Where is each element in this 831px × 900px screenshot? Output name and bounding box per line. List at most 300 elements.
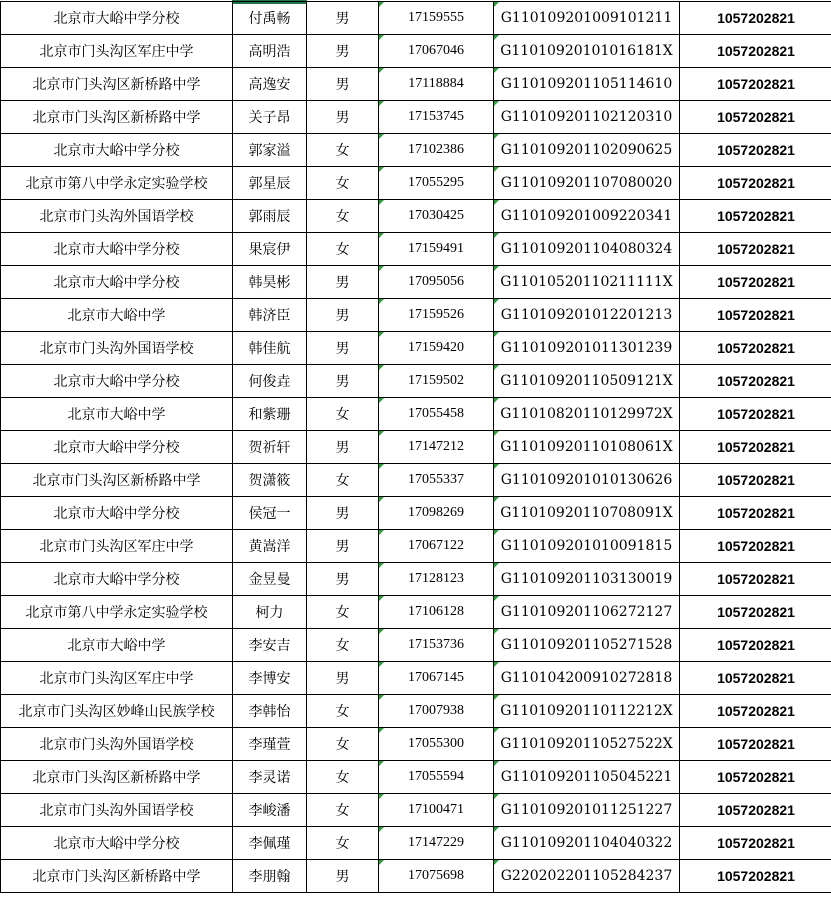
code-cell[interactable]	[680, 794, 831, 827]
id-code-cell[interactable]	[494, 233, 680, 266]
gender-cell[interactable]	[307, 101, 379, 134]
student-number-cell[interactable]	[379, 35, 494, 68]
code-cell-text: 1057202821	[717, 670, 795, 686]
gender-cell[interactable]	[307, 695, 379, 728]
code-cell[interactable]	[680, 629, 831, 662]
number-as-text-indicator-icon	[494, 398, 499, 403]
code-cell-text: 1057202821	[717, 175, 795, 191]
code-cell[interactable]	[680, 365, 831, 398]
id-code-cell[interactable]	[494, 794, 680, 827]
student-name-cell-text: 李安吉	[248, 638, 291, 654]
student-number-cell[interactable]	[379, 134, 494, 167]
gender-cell[interactable]	[307, 2, 379, 35]
id-code-cell[interactable]	[494, 2, 680, 35]
student-table	[0, 1, 831, 893]
id-code-cell-text: G110109201011251227	[500, 802, 673, 818]
number-as-text-indicator-icon	[379, 2, 384, 7]
id-code-cell-text: G110109201009101211	[500, 10, 673, 26]
number-as-text-indicator-icon	[494, 167, 499, 172]
gender-cell-text: 男	[335, 374, 350, 390]
school-cell[interactable]	[1, 266, 233, 299]
gender-cell-text: 女	[335, 209, 350, 225]
code-cell[interactable]	[680, 167, 831, 200]
school-cell[interactable]	[1, 68, 233, 101]
gender-cell[interactable]	[307, 233, 379, 266]
student-name-cell[interactable]	[233, 596, 307, 629]
student-name-cell[interactable]	[233, 761, 307, 794]
gender-cell[interactable]	[307, 332, 379, 365]
number-as-text-indicator-icon	[379, 200, 384, 205]
table-row	[1, 860, 831, 893]
id-code-cell[interactable]	[494, 365, 680, 398]
school-cell[interactable]	[1, 200, 233, 233]
school-cell[interactable]	[1, 794, 233, 827]
student-name-cell-text: 郭家溢	[248, 143, 291, 159]
student-number-cell[interactable]	[379, 299, 494, 332]
student-name-cell[interactable]	[233, 2, 307, 35]
number-as-text-indicator-icon	[494, 530, 499, 535]
student-name-cell[interactable]	[233, 398, 307, 431]
code-cell[interactable]	[680, 695, 831, 728]
table-row	[1, 695, 831, 728]
number-as-text-indicator-icon	[494, 662, 499, 667]
student-name-cell[interactable]	[233, 68, 307, 101]
school-cell[interactable]	[1, 101, 233, 134]
code-cell[interactable]	[680, 761, 831, 794]
number-as-text-indicator-icon	[379, 35, 384, 40]
id-code-cell-text: G110109201105271528	[500, 637, 673, 653]
gender-cell-text: 男	[335, 11, 350, 27]
student-number-cell[interactable]	[379, 629, 494, 662]
school-cell-text: 北京市门头沟区新桥路中学	[32, 473, 201, 489]
id-code-cell-text: G220202201105284237	[500, 868, 673, 884]
student-name-cell-text: 金昱曼	[248, 572, 291, 588]
id-code-cell[interactable]	[494, 200, 680, 233]
code-cell-text: 1057202821	[717, 241, 795, 257]
school-cell[interactable]	[1, 299, 233, 332]
gender-cell-text: 男	[335, 341, 350, 357]
student-name-cell[interactable]	[233, 827, 307, 860]
code-cell[interactable]	[680, 860, 831, 893]
number-as-text-indicator-icon	[379, 134, 384, 139]
school-cell[interactable]	[1, 365, 233, 398]
code-cell-text: 1057202821	[717, 439, 795, 455]
gender-cell[interactable]	[307, 563, 379, 596]
school-cell-text: 北京市门头沟区妙峰山民族学校	[18, 704, 215, 720]
student-name-cell-text: 贺祈轩	[248, 440, 291, 456]
student-number-cell-text: 17106128	[408, 604, 464, 619]
student-number-cell-text: 17147212	[408, 439, 464, 454]
number-as-text-indicator-icon	[494, 266, 499, 271]
gender-cell[interactable]	[307, 761, 379, 794]
student-name-cell-text: 高逸安	[248, 77, 291, 93]
school-cell[interactable]	[1, 596, 233, 629]
id-code-cell[interactable]	[494, 662, 680, 695]
id-code-cell-text: G11010920110527522X	[500, 736, 673, 752]
school-cell-text: 北京市第八中学永定实验学校	[25, 176, 208, 192]
number-as-text-indicator-icon	[494, 134, 499, 139]
student-name-cell-text: 李灵诺	[248, 770, 291, 786]
student-number-cell-text: 17055594	[408, 769, 464, 784]
school-cell-text: 北京市门头沟外国语学校	[39, 209, 194, 225]
id-code-cell[interactable]	[494, 266, 680, 299]
id-code-cell[interactable]	[494, 299, 680, 332]
school-cell-text: 北京市大峪中学分校	[53, 506, 180, 522]
student-number-cell[interactable]	[379, 596, 494, 629]
gender-cell[interactable]	[307, 827, 379, 860]
code-cell-text: 1057202821	[717, 835, 795, 851]
table-row	[1, 2, 831, 35]
student-number-cell[interactable]	[379, 68, 494, 101]
student-name-cell-text: 李博安	[248, 671, 291, 687]
student-number-cell[interactable]	[379, 2, 494, 35]
gender-cell[interactable]	[307, 497, 379, 530]
code-cell[interactable]	[680, 299, 831, 332]
code-cell[interactable]	[680, 134, 831, 167]
gender-cell-text: 男	[335, 275, 350, 291]
student-number-cell[interactable]	[379, 563, 494, 596]
number-as-text-indicator-icon	[494, 860, 499, 865]
id-code-cell[interactable]	[494, 332, 680, 365]
id-code-cell[interactable]	[494, 101, 680, 134]
gender-cell[interactable]	[307, 200, 379, 233]
number-as-text-indicator-icon	[379, 761, 384, 766]
school-cell[interactable]	[1, 761, 233, 794]
number-as-text-indicator-icon	[494, 629, 499, 634]
code-cell[interactable]	[680, 266, 831, 299]
number-as-text-indicator-icon	[379, 431, 384, 436]
gender-cell[interactable]	[307, 134, 379, 167]
table-row	[1, 563, 831, 596]
student-number-cell-text: 17067145	[408, 670, 464, 685]
school-cell-text: 北京市大峪中学分校	[53, 242, 180, 258]
code-cell[interactable]	[680, 596, 831, 629]
student-name-cell[interactable]	[233, 530, 307, 563]
student-name-cell[interactable]	[233, 134, 307, 167]
student-number-cell[interactable]	[379, 332, 494, 365]
number-as-text-indicator-icon	[379, 101, 384, 106]
student-name-cell[interactable]	[233, 35, 307, 68]
school-cell-text: 北京市门头沟区新桥路中学	[32, 770, 201, 786]
school-cell[interactable]	[1, 2, 233, 35]
number-as-text-indicator-icon	[379, 332, 384, 337]
id-code-cell-text: G110104200910272818	[500, 670, 673, 686]
gender-cell-text: 女	[335, 176, 350, 192]
school-cell[interactable]	[1, 563, 233, 596]
table-row	[1, 266, 831, 299]
number-as-text-indicator-icon	[494, 761, 499, 766]
gender-cell-text: 男	[335, 869, 350, 885]
gender-cell[interactable]	[307, 530, 379, 563]
student-number-cell[interactable]	[379, 101, 494, 134]
table-row	[1, 101, 831, 134]
number-as-text-indicator-icon	[379, 629, 384, 634]
student-number-cell-text: 17159502	[408, 373, 464, 388]
code-cell[interactable]	[680, 233, 831, 266]
school-cell[interactable]	[1, 662, 233, 695]
school-cell-text: 北京市门头沟外国语学校	[39, 737, 194, 753]
student-number-cell[interactable]	[379, 728, 494, 761]
number-as-text-indicator-icon	[494, 332, 499, 337]
code-cell-text: 1057202821	[717, 340, 795, 356]
student-number-cell-text: 17067122	[408, 538, 464, 553]
student-number-cell[interactable]	[379, 827, 494, 860]
student-number-cell[interactable]	[379, 200, 494, 233]
student-number-cell[interactable]	[379, 233, 494, 266]
id-code-cell[interactable]	[494, 860, 680, 893]
id-code-cell[interactable]	[494, 464, 680, 497]
student-number-cell[interactable]	[379, 266, 494, 299]
table-row	[1, 365, 831, 398]
gender-cell[interactable]	[307, 629, 379, 662]
student-number-cell[interactable]	[379, 794, 494, 827]
gender-cell-text: 女	[335, 473, 350, 489]
school-cell[interactable]	[1, 332, 233, 365]
school-cell[interactable]	[1, 629, 233, 662]
gender-cell-text: 男	[335, 77, 350, 93]
table-row	[1, 464, 831, 497]
table-row	[1, 497, 831, 530]
student-name-cell[interactable]	[233, 233, 307, 266]
code-cell-text: 1057202821	[717, 538, 795, 554]
id-code-cell-text: G110109201009220341	[500, 208, 673, 224]
student-name-cell[interactable]	[233, 563, 307, 596]
id-code-cell[interactable]	[494, 68, 680, 101]
school-cell[interactable]	[1, 530, 233, 563]
student-number-cell[interactable]	[379, 860, 494, 893]
id-code-cell[interactable]	[494, 167, 680, 200]
id-code-cell[interactable]	[494, 728, 680, 761]
student-name-cell[interactable]	[233, 860, 307, 893]
code-cell[interactable]	[680, 2, 831, 35]
student-number-cell-text: 17095056	[408, 274, 464, 289]
student-name-cell[interactable]	[233, 299, 307, 332]
code-cell-text: 1057202821	[717, 769, 795, 785]
gender-cell-text: 女	[335, 737, 350, 753]
id-code-cell[interactable]	[494, 530, 680, 563]
student-name-cell-text: 郭雨辰	[248, 209, 291, 225]
school-cell-text: 北京市大峪中学分校	[53, 836, 180, 852]
school-cell-text: 北京市门头沟外国语学校	[39, 803, 194, 819]
code-cell-text: 1057202821	[717, 274, 795, 290]
code-cell[interactable]	[680, 332, 831, 365]
school-cell[interactable]	[1, 827, 233, 860]
student-name-cell[interactable]	[233, 695, 307, 728]
school-cell-text: 北京市大峪中学分校	[53, 143, 180, 159]
school-cell-text: 北京市门头沟区新桥路中学	[32, 869, 201, 885]
student-number-cell-text: 17153745	[408, 109, 464, 124]
gender-cell[interactable]	[307, 431, 379, 464]
id-code-cell[interactable]	[494, 497, 680, 530]
code-cell[interactable]	[680, 431, 831, 464]
code-cell-text: 1057202821	[717, 208, 795, 224]
student-number-cell-text: 17055337	[408, 472, 464, 487]
student-name-cell[interactable]	[233, 728, 307, 761]
student-name-cell[interactable]	[233, 629, 307, 662]
code-cell[interactable]	[680, 101, 831, 134]
school-cell-text: 北京市大峪中学	[67, 407, 166, 423]
number-as-text-indicator-icon	[494, 68, 499, 73]
code-cell-text: 1057202821	[717, 736, 795, 752]
school-cell-text: 北京市门头沟区新桥路中学	[32, 110, 201, 126]
student-name-cell-text: 付禹畅	[248, 11, 291, 27]
student-name-cell-text: 李峻潘	[248, 803, 291, 819]
id-code-cell[interactable]	[494, 134, 680, 167]
school-cell[interactable]	[1, 860, 233, 893]
id-code-cell-text: G11010820110129972X	[500, 406, 673, 422]
student-number-cell[interactable]	[379, 695, 494, 728]
gender-cell[interactable]	[307, 728, 379, 761]
id-code-cell-text: G110109201102090625	[500, 142, 673, 158]
gender-cell[interactable]	[307, 35, 379, 68]
gender-cell-text: 女	[335, 242, 350, 258]
student-number-cell-text: 17159555	[408, 10, 464, 25]
code-cell[interactable]	[680, 464, 831, 497]
gender-cell[interactable]	[307, 860, 379, 893]
gender-cell[interactable]	[307, 68, 379, 101]
code-cell[interactable]	[680, 398, 831, 431]
gender-cell-text: 女	[335, 770, 350, 786]
school-cell[interactable]	[1, 134, 233, 167]
code-cell-text: 1057202821	[717, 802, 795, 818]
table-row	[1, 167, 831, 200]
number-as-text-indicator-icon	[494, 794, 499, 799]
id-code-cell[interactable]	[494, 629, 680, 662]
school-cell-text: 北京市大峪中学分校	[53, 440, 180, 456]
gender-cell[interactable]	[307, 299, 379, 332]
code-cell[interactable]	[680, 200, 831, 233]
school-cell[interactable]	[1, 695, 233, 728]
student-number-cell[interactable]	[379, 497, 494, 530]
code-cell-text: 1057202821	[717, 868, 795, 884]
student-name-cell[interactable]	[233, 431, 307, 464]
student-number-cell[interactable]	[379, 464, 494, 497]
table-row	[1, 68, 831, 101]
number-as-text-indicator-icon	[494, 101, 499, 106]
id-code-cell-text: G110109201102120310	[500, 109, 673, 125]
gender-cell[interactable]	[307, 596, 379, 629]
gender-cell[interactable]	[307, 398, 379, 431]
school-cell[interactable]	[1, 497, 233, 530]
code-cell[interactable]	[680, 68, 831, 101]
student-name-cell[interactable]	[233, 464, 307, 497]
student-name-cell[interactable]	[233, 266, 307, 299]
student-name-cell[interactable]	[233, 332, 307, 365]
student-number-cell[interactable]	[379, 662, 494, 695]
number-as-text-indicator-icon	[494, 431, 499, 436]
gender-cell[interactable]	[307, 662, 379, 695]
school-cell[interactable]	[1, 167, 233, 200]
gender-cell[interactable]	[307, 365, 379, 398]
student-name-cell[interactable]	[233, 662, 307, 695]
student-number-cell[interactable]	[379, 398, 494, 431]
gender-cell-text: 男	[335, 572, 350, 588]
id-code-cell-text: G110109201104080324	[500, 241, 673, 257]
student-name-cell-text: 韩济臣	[248, 308, 291, 324]
gender-cell[interactable]	[307, 167, 379, 200]
id-code-cell[interactable]	[494, 398, 680, 431]
student-number-cell[interactable]	[379, 365, 494, 398]
gender-cell-text: 男	[335, 506, 350, 522]
code-cell[interactable]	[680, 530, 831, 563]
id-code-cell[interactable]	[494, 35, 680, 68]
number-as-text-indicator-icon	[494, 596, 499, 601]
code-cell[interactable]	[680, 827, 831, 860]
code-cell[interactable]	[680, 35, 831, 68]
student-name-cell[interactable]	[233, 101, 307, 134]
school-cell[interactable]	[1, 35, 233, 68]
code-cell[interactable]	[680, 728, 831, 761]
id-code-cell[interactable]	[494, 827, 680, 860]
student-number-cell[interactable]	[379, 431, 494, 464]
number-as-text-indicator-icon	[494, 563, 499, 568]
table-row	[1, 629, 831, 662]
gender-cell-text: 女	[335, 704, 350, 720]
student-number-cell[interactable]	[379, 530, 494, 563]
code-cell[interactable]	[680, 563, 831, 596]
gender-cell-text: 女	[335, 407, 350, 423]
number-as-text-indicator-icon	[494, 728, 499, 733]
student-name-cell-text: 柯力	[255, 605, 284, 621]
student-number-cell[interactable]	[379, 761, 494, 794]
school-cell[interactable]	[1, 431, 233, 464]
student-number-cell-text: 17128123	[408, 571, 464, 586]
id-code-cell-text: G110109201012201213	[500, 307, 673, 323]
table-row	[1, 200, 831, 233]
code-cell[interactable]	[680, 662, 831, 695]
id-code-cell[interactable]	[494, 596, 680, 629]
gender-cell-text: 男	[335, 308, 350, 324]
student-name-cell-text: 李韩怡	[248, 704, 291, 720]
id-code-cell-text: G11010920110108061X	[500, 439, 673, 455]
number-as-text-indicator-icon	[494, 200, 499, 205]
student-name-cell[interactable]	[233, 365, 307, 398]
number-as-text-indicator-icon	[379, 596, 384, 601]
number-as-text-indicator-icon	[494, 365, 499, 370]
table-row	[1, 299, 831, 332]
number-as-text-indicator-icon	[494, 2, 499, 7]
id-code-cell[interactable]	[494, 761, 680, 794]
code-cell-text: 1057202821	[717, 142, 795, 158]
number-as-text-indicator-icon	[379, 860, 384, 865]
gender-cell[interactable]	[307, 464, 379, 497]
student-name-cell[interactable]	[233, 200, 307, 233]
gender-cell[interactable]	[307, 794, 379, 827]
school-cell[interactable]	[1, 464, 233, 497]
id-code-cell[interactable]	[494, 563, 680, 596]
student-number-cell[interactable]	[379, 167, 494, 200]
school-cell[interactable]	[1, 728, 233, 761]
student-name-cell[interactable]	[233, 794, 307, 827]
student-number-cell-text: 17007938	[408, 703, 464, 718]
gender-cell[interactable]	[307, 266, 379, 299]
student-name-cell-text: 何俊垚	[248, 374, 291, 390]
school-cell[interactable]	[1, 233, 233, 266]
school-cell-text: 北京市大峪中学分校	[53, 374, 180, 390]
code-cell[interactable]	[680, 497, 831, 530]
school-cell[interactable]	[1, 398, 233, 431]
id-code-cell[interactable]	[494, 431, 680, 464]
student-name-cell[interactable]	[233, 497, 307, 530]
student-name-cell[interactable]	[233, 167, 307, 200]
student-name-cell-text: 果宸伊	[248, 242, 291, 258]
student-number-cell-text: 17102386	[408, 142, 464, 157]
id-code-cell[interactable]	[494, 695, 680, 728]
code-cell-text: 1057202821	[717, 406, 795, 422]
student-name-cell-text: 韩佳航	[248, 341, 291, 357]
table-row	[1, 761, 831, 794]
table-row	[1, 662, 831, 695]
